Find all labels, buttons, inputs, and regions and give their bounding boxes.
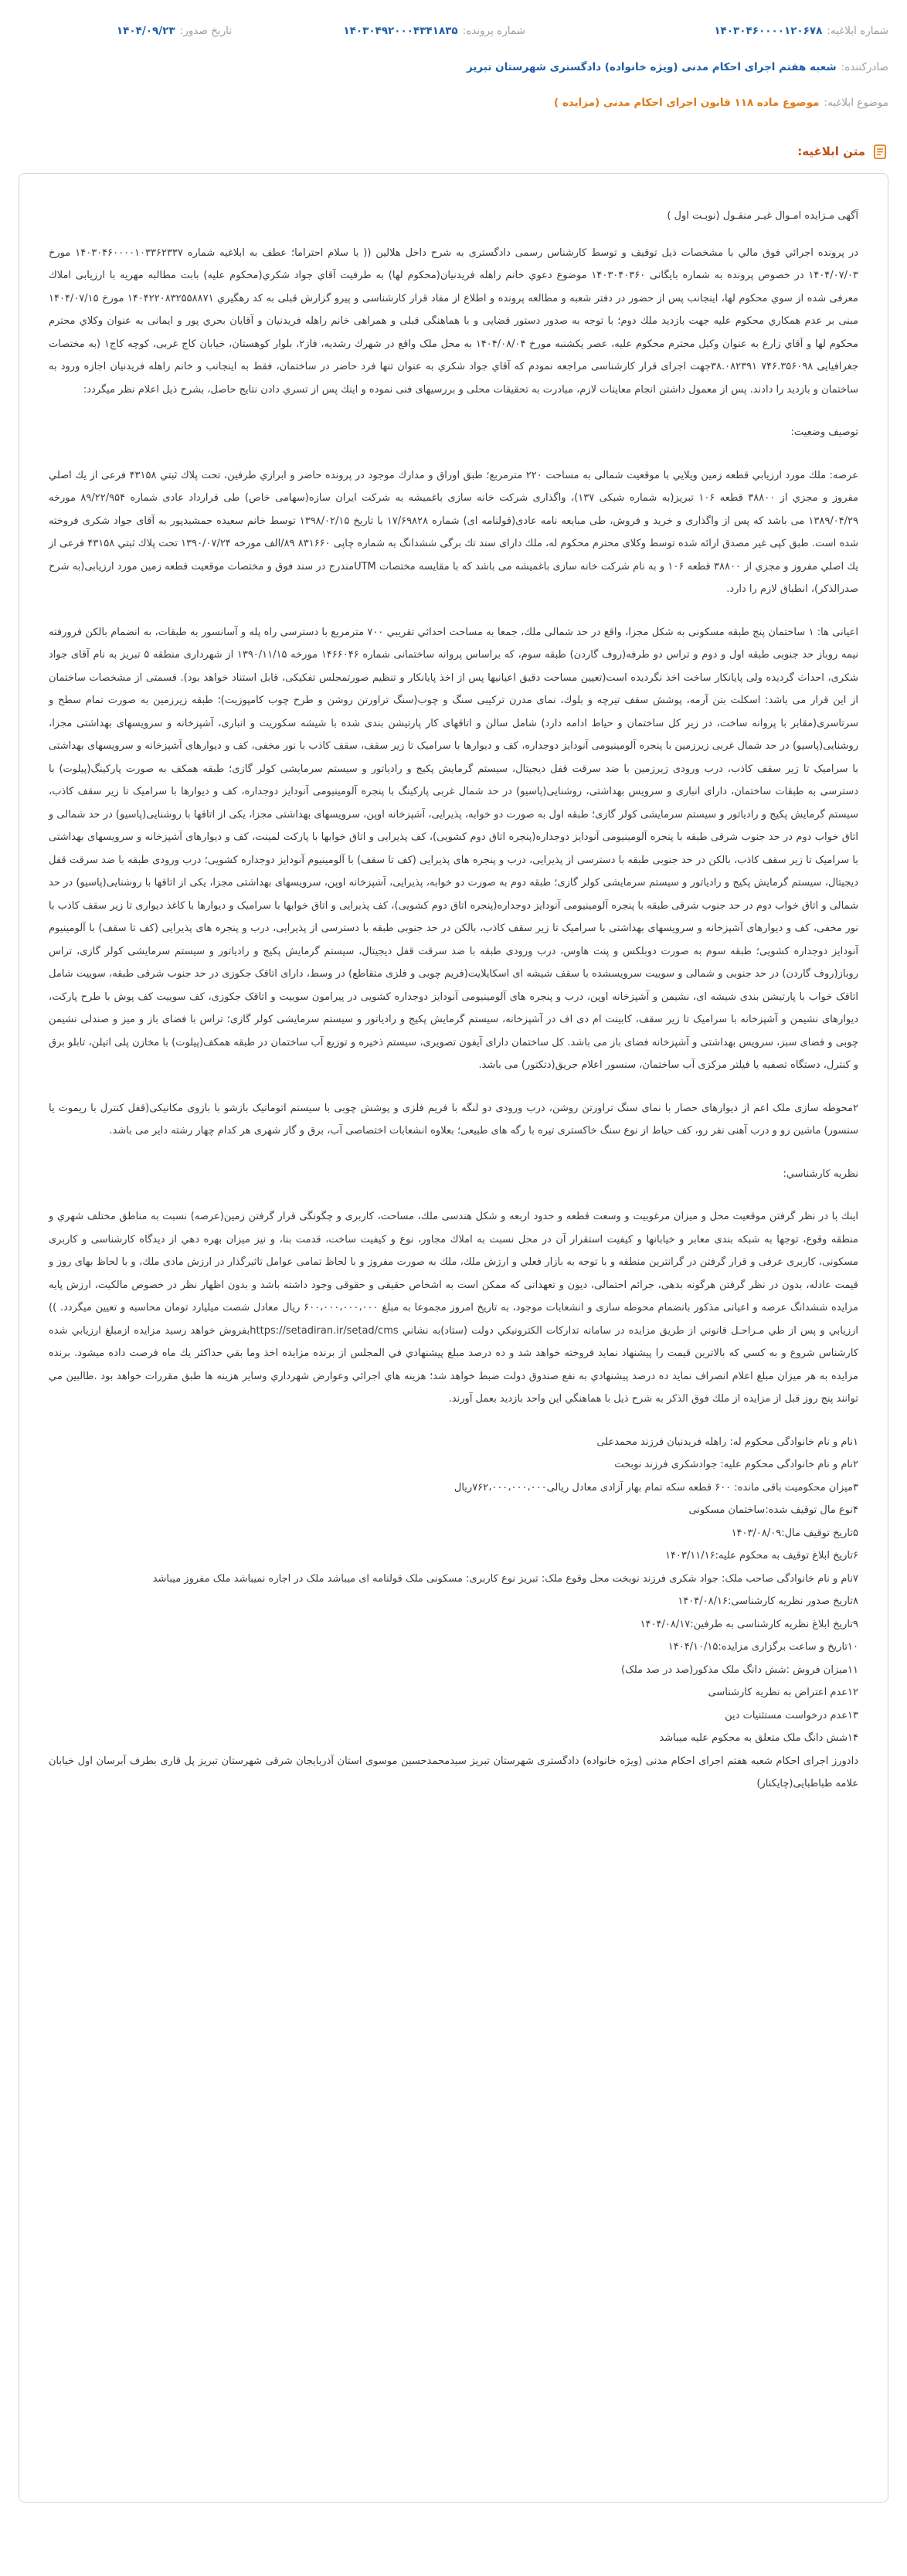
issue-date-value: ۱۴۰۴/۰۹/۲۳	[116, 25, 175, 37]
notice-number-value: ۱۴۰۳۰۴۶۰۰۰۰۱۲۰۶۷۸	[714, 25, 823, 37]
issuer-value: شعبه هفتم اجرای احکام مدنی (ویژه خانواده) دادگستری شهرستان تبریز	[466, 61, 837, 73]
opinion-paragraph: اينك با در نظر گرفتن موقعيت محل و ميزان مرغوبيت و وسعت قطعه و حدود اربعه و شكل هندسی ملك، مساحت، كاربری و چگونگی قرار گرفتن زمين(عرصه) نسبت به مناطق مختلف شهري و منطقه وقوع، توجها به شبکه بندی معابر و خیابانها و کیفیت استقرار آن در محل نسبت به املاك مجاور، نوع و کیفیت ساخت، قدمت بنا، و نيز ميزان بهره دهي از ديدگاه كارشناسی و كاربری مسکونی، کاربری عرفی و قرار گرفتن در گرانترین منطقه و با توجه به بازار فعلي و ارزش ملك، ملك به صورت مفروز و با لحاظ تمامی عوامل تاثیرگذار در ارزش مادی ملك، و با لحاظ بهای روز و قیمت عادله، بدون در نظر گرفتن هرگونه بدهی، جرائم احتمالی، دیون و تعهداتی که ممکن است به اشخاص حقیقی و حقوقی وجود داشته باشد و بدون اظهار نظر در خصوص مالکیت، ارزش پایه مزایده ششدانگ عرصه و اعیانی مذکور بانضمام محوطه سازی و انشعابات موجود، به تاریخ امروز مجموعا به مبلغ ۶۰۰،۰۰۰،۰۰۰،۰۰۰ ریال معادل شصت میلیارد تومان محاسبه و تعيين ميگردد. )) ارزيابي و پس از طي مـراحـل قانوني از طريق مزايده در سامانه تداركات الكترونيكي دولت (ستاد)به نشاني https://setadiran.ir/setad/cmsبفروش خواهد رسيد مزايده ازمبلغ ارزيابي شده كارشناس شروع و به كسي كه بالاترين قيمت را پيشنهاد نمايد فروخته خواهد شد و ده درصد مبلغ پيشنهادي في المجلس از برنده مزايده اخذ وما بقي حداكثر يك ماه فرصت داده ميشود. برنده مزايده به هر ميزان مبلغ اعلام انصراف نمايد ده درصد پيشنهادي به نفع صندوق دولت ضبط خواهد شد؛ هزينه هاي اجرائي وعوارض شهرداري وسایر هزینه ها طبق مقررات خواهد بود .طالبين مي توانند پنج روز قبل از مزايده از ملك فوق الذكر به شرح ذيل با هماهنگي اين واحد بازديد بعمل آورند.	[49, 1211, 859, 1405]
list-item: ۷نام و نام خانوادگی صاحب ملک: جواد شکری فرزند نوبخت محل وقوع ملک: تبریز نوع کاربری: مسکونی ملک قولنامه ای میباشد ملک در اجاره نمیباشد ملک مفروز میباشد	[152, 1572, 858, 1585]
notice-number-label: شماره ابلاغیه:	[827, 25, 888, 37]
intro-paragraph: در پرونده اجرائي فوق مالي با مشخصات ذيل توقيف و توسط كارشناس رسمی دادگستری به شرح داخل هلالين (( با سلام احتراما؛ عطف به ابلاغیه شماره ۱۴۰۳۰۴۶۰۰۰۰۱۰۳۳۶۲۳۳۷ مورخ ۱۴۰۴/۰۷/۰۳ در خصوص پرونده به شماره بایگانی ۱۴۰۳۰۴۰۳۶۰ موضوع دعوي خانم راهله فریدنیان(محکوم لها) به طرفیت آقاي جواد شکري(محکوم علیه) بابت مطالبه مهریه با ارزیابی املاك معرفی شده از سوي محکوم لها، اینجانب پس از حضور در دفتر شعبه و مطالعه پرونده و اطلاع از مفاد قرار کارشناسی و پیرو گزارش قبلی به کد رهگیري ۱۴۰۴۲۲۰۸۳۲۵۵۸۸۷۱ مورخ ۱۴۰۴/۰۷/۱۵ مبنی بر عدم همکاري محکوم علیه جهت بازدید ملك دوم؛ با توجه به صدور دستور قضایی و با هماهنگی قبلی و همراهی خانم راهله فریدنیان و آقایان بحري پور و ایمانی به عنوان وکلاي محترم محکوم لها و آقاي زارع به عنوان وکیل محترم محکوم علیه، عصر یکشنبه مورخ ۱۴۰۴/۰۸/۰۴ به محل ملک واقع در شهرك رشدیه، فاز۲، بلوار کوهستان، خیابان کاج غربی، کوچه کاج۱ (به مختصات جغرافیایی ۷۴۶.۳۵۶۰۹۸ ۳۸.۰۸۲۳۹۱جهت اجرای قرار کارشناسی مراجعه نمودم که آقاي جواد شکري به عنوان تنها فرد حاضر در ساختمان، فقط به اینجانب و خانم راهله فریدنیان اجازه ورود به ساختمان و بازدید را دادند. پس از معمول داشتن انجام معاینات لازم، مبادرت به تحقیقات محلی و بررسیهای فنی نموده و اینك پس از تسري دادن نتايج حاصل، بشرح ذيل اعلام نظر ميگردد:	[49, 246, 859, 396]
case-number-label: شماره پرونده:	[462, 25, 525, 37]
list-item: ۴نوع مال توقیف شده:ساختمان مسکونی	[688, 1504, 858, 1516]
list-item: ۱۲عدم اعتراض به نظریه کارشناسی	[708, 1687, 858, 1698]
list-item: ۵تاریخ توقیف مال:۱۴۰۳/۰۸/۰۹	[731, 1527, 858, 1539]
opinion-title: نظريه كارشناسي:	[783, 1167, 858, 1180]
notice-title: متن ابلاغیه:	[797, 144, 865, 158]
header-top-row	[19, 20, 888, 42]
description-building: اعیانی ها: ۱ ساختمان پنج طبقه مسکونی به شکل مجزا، واقع در حد شمالی ملك، جمعا به مساحت احداثي تقريبي ۷۰۰ مترمربع با دسترسی راه پله و آسانسور به طبقات، به انضمام بالکن فرورفته نیمه روباز حد جنوبی طبقه اول و دوم و تراس دو طرفه(روف گاردن) طبقه سوم، که براساس پروانه ساختمانی شماره ۱۴۶۶۰۴۶ مورخه ۱۳۹۰/۱۱/۱۵ از شهرداری منطقه ۵ تبریز به نام آقای جواد شکری، احداث گردیده ولی پایانکار ساخت اخذ نگردیده است(تعیین مساحت دقیق اعیانیها پس از اخذ پایانکار و تنظیم صورتمجلس تفکیکی، قابل استناد خواهد بود). قسمتی از مشخصات ساختمان از این قرار می باشد: اسکلت بتن آرمه، پوشش سقف تیرچه و بلوك، نمای مدرن ترکیبی سنگ و چوب(سنگ تراورتن روشن و طرح چوب کامپوزیت)؛ طبقه زیرزمین به صورت تمام سطح و سرتاسری(مقابر با پروانه ساخت، در زیر کل ساختمان و حیاط ادامه دارد) شامل سالن و اتاقهای کار پارتیشن بندی شده با شیشه سکوریت و انباری، آشپزخانه و سرویسهای بهداشتی مجزا، روشنایی(پاسیو) در حد شمال غربی زیرزمین با پنجره آلومینیومی آنودایز دوجداره، کف و دیوارها با سرامیک تا زیر سقف، سقف کاذب با نور مخفی، کف و دیوارهای آشپزخانه و سرویسهای بهداشتی با سرامیک تا زیر سقف کاذب، درب ورودی زیرزمین با ضد سرقت قفل دیجیتال، سیستم گرمایش پکیج و رادیاتور و سیستم سرمایشی کولر گازی؛ طبقه همکف به صورت پارکینگ(پیلوت) با دسترسی به طبقات ساختمان، دارای انباری و سرویس بهداشتی، روشنایی(پاسیو) در حد شمال غربی پارکینگ با پنجره آلومینیومی آنودایز دوجداره، کف و دیوارها با سرامیک تا زیر سقف کاذب، سیستم گرمایش پکیج و رادیاتور و سیستم سرمایشی کولر گازی؛ طبقه اول به صورت دو خوابه، پذیرایی، آشپزخانه اوپن، سرویسهای بهداشتی مجزا، یکی از اتاقها با روشنایی(پاسیو) در حد شمالی و اتاق خواب دوم در حد جنوب شرقی طبقه با پنجره آلومینیومی آنودایز دوجداره(پنجره اتاق دوم کشویی)، کف پذیرایی و اتاق خوابها با پارکت لمینت، کف و دیوارهای آشپزخانه و سرویسهای بهداشتی با سرامیک تا زیر سقف کاذب، بالکن در حد جنوبی طبقه با دسترسی از پذیرایی، درب و پنجره های پذیرایی (کف تا سقف) با آلومینیوم آنودایز دوجداره کشویی؛ درب ورودی طبقه با ضد سرقت قفل دیجیتال، سیستم گرمایش پکیج و رادیاتور و سیستم سرمایشی کولر گازی؛ طبقه دوم به صورت دو خوابه، پذیرایی، آشپزخانه اوپن، سرویسهای بهداشتی مجزا، یکی از اتاقها با روشنایی(پاسیو) در حد شمالی و اتاق خواب دوم در حد جنوب شرقی طبقه با پنجره آلومینیومی آنودایز دوجداره(پنجره اتاق دوم کشویی)، کف پذیرایی و اتاق خوابها با سرامیک و دیوارها با کاغذ دیواری تا زیر سقف کاذب با نور مخفی، کف و دیوارهای آشپزخانه و سرویسهای بهداشتی با سرامیک تا زیر سقف کاذب، بالکن در حد جنوبی طبقه با دسترسی از پذیرایی، درب و پنجره های پذیرایی (کف تا سقف) با آلومینیوم آنودایز دوجداره کشویی؛ طبقه سوم به صورت دوبلکس و پنت هاوس، درب ورودی طبقه با ضد سرقت قفل دیجیتال، سیستم گرمایش پکیج و رادیاتور و سیستم سرمایشی کولر گازی، تراس روباز(روف گاردن) در حد جنوبی و شمالی و سوییت سرویسشده با سقف شیشه ای اسکایلایت(فریم چوبی و فلزی متقاطع) در وسط، دارای اتاقک جکوزی در حد جنوب شرقی طبقه، سوییت شامل اتاقک خواب با پارتیشن بندی شیشه ای، نشیمن و آشپزخانه اوپن، درب و پنجره های آلومینیومی آنودایز دوجداره کشویی در پیرامون سوییت و اتاقک جکوزی، کف سوییت کف پوش با طرح پارکت، دیوارهای نشیمن و آشپزخانه با سرامیک تا زیر سقف، کابینت ام دی اف در آشپزخانه، سیستم گرمایش پکیج و رادیاتور و سیستم سرمایشی کولر گازی؛ تراس با فضای باز و میز و صندلی نشیمن چوبی و فضای سبز، سرویس بهداشتی و آشپزخانه فضای باز می باشد. کل ساختمان دارای آیفون تصویری، سیستم ذخیره و توزیع آب ساختمان در طبقه همکف(پیلوت) با مخازن پلی اتیلن، تابلو برق و کنترل، دستگاه تصفیه یا فیلتر مرکزی آب ساختمان، سنسور اعلام حریق(دتکتور) می باشد.	[49, 626, 858, 1071]
subject-value: موضوع ماده ۱۱۸ قانون اجرای احکام مدنی (مزایده )	[553, 97, 820, 109]
subject	[554, 94, 888, 111]
description-yard: ۲محوطه سازی ملک اعم از دیوارهای حصار با نمای سنگ تراورتن روشن، درب ورودی دو لنگه با فریم فلزی و پوشش چوبی با سیستم اتوماتیک بازشو با بازوی مکانیکی(قفل کنترل با ریموت یا سنسور) ماشین رو و درب آهنی نفر رو، کف حیاط از نوع سنگ خاکستری تیره با رگه های طبیعی؛ بعلاوه انشعابات اختصاصی آب، برق و گاز شهری هر کدام چهار رشته دایر می باشد.	[49, 1102, 858, 1137]
description-title: توصيف وضعيت:	[790, 427, 858, 438]
list-item: ۸تاریخ صدور نظریه کارشناسی:۱۴۰۴/۰۸/۱۶	[678, 1596, 858, 1607]
notice-body	[19, 173, 888, 2503]
subject-label: موضوع ابلاغیه:	[824, 97, 888, 109]
list-item: ۱۱میزان فروش :شش دانگ ملک مذکور(صد در صد ملک)	[621, 1664, 858, 1676]
issuer-row	[19, 57, 888, 77]
subject-row	[19, 93, 888, 113]
list-item: ۶تاریخ ابلاغ توقیف به محکوم علیه:۱۴۰۳/۱۱/۱۶	[664, 1550, 858, 1562]
issue-date-label: تاریخ صدور:	[179, 25, 232, 37]
list-item: ۳میزان محکومیت باقی مانده: ۶۰۰ قطعه سکه تمام بهار آزادی معادل ریالی۷۶۲،۰۰۰،۰۰۰،۰۰۰ریال	[454, 1481, 858, 1494]
issuer	[467, 59, 888, 76]
list-item: ۱نام و نام خانوادگی محکوم له: راهله فریدنیان فرزند محمدعلی	[596, 1436, 858, 1448]
document-icon	[871, 143, 888, 160]
ad-title: آگهی مـزایده امـوال غیـر منقـول (نوبـت اول )	[667, 210, 858, 222]
signature-footer: دادورز اجرای احکام شعبه هفتم اجرای احکام مدنی (ویژه خانواده) دادگستری شهرستان تبریز سیدمحمدحسین موسوی استان آذربایجان شرقی شهرستان تبریز پل قاری بطرف آبرسان اول خیابان علامه طباطبایی(چایکنار)	[49, 1755, 858, 1789]
list-item: ۱۴شش دانگ ملک متعلق به محکوم علیه میباشد	[659, 1732, 858, 1744]
case-number-value: ۱۴۰۳۰۴۹۲۰۰۰۴۳۴۱۸۳۵	[343, 25, 458, 37]
list-item: ۹تاریخ ابلاغ نظریه کارشناسی به طرفین:۱۴۰۴/۰۸/۱۷	[640, 1618, 858, 1630]
notice-number	[525, 22, 888, 39]
list-item: ۱۰تاریخ و ساعت برگزاری مزایده:۱۴۰۴/۱۰/۱۵	[668, 1641, 858, 1653]
list-item: ۲نام و نام خانوادگی محکوم علیه: جوادشکری فرزند نوبخت	[614, 1459, 858, 1470]
description-land: عرصه: ملك مورد ارزيابي قطعه زمين ويلايي با موقعیت شمالی به مساحت ۲۲۰ مترمربع؛ طبق اوراق و مدارك موجود در پرونده حاضر و ابرازي طرفين، تحت پلاك ثبتي ۴۳۱۵۸ فرعی از یك اصلي مفروز و مجزي از ۳۸۸۰۰ قطعه ۱۰۶ تبريز(به شماره شبکی ۱۳۷)، واگذاری شرکت خانه سازی باغمیشه به شرکت ایران سازه(سهامی خاص) طی قرارداد عادی شماره ۸۹/۲۲/۹۵۴ مورخه ۱۳۸۹/۰۴/۲۹ می باشد که پس از واگذاری و خرید و فروش، طی مبایعه نامه عادی(قولنامه ای) شماره ۱۷/۶۹۸۲۸ با تاریخ ۱۳۹۸/۰۲/۱۵ توسط خانم سعیده جمشیدپور به آقای جواد شکری فروخته شده است. طبق کپی غیر مصدق ارائه شده توسط وکلای محترم محکوم له، ملك دارای سند تك برگی ششدانگ به شماره چاپی ۸۳۱۶۶۰ ۸۹/الف مورخه ۱۳۹۰/۰۷/۲۴ تحت پلاك ثبتي ۴۳۱۵۸ فرعی از یك اصلي مفروز و مجزي از ۳۸۸۰۰ قطعه ۱۰۶ و به نام شرکت خانه سازی باغمیشه می باشد که با مقایسه مختصات UTMمندرج در سند فوق و مختصات موقعیت قطعه زمین مورد ارزیابی(به شرح صدرالذکر)، انطباق لازم را دارد.	[49, 469, 859, 595]
issue-date	[19, 22, 232, 39]
notice-heading	[19, 141, 888, 162]
list-item: ۱۳عدم درخواست مستثنیات دین	[725, 1709, 858, 1721]
issuer-label: صادرکننده:	[841, 61, 888, 73]
case-number	[232, 22, 525, 39]
